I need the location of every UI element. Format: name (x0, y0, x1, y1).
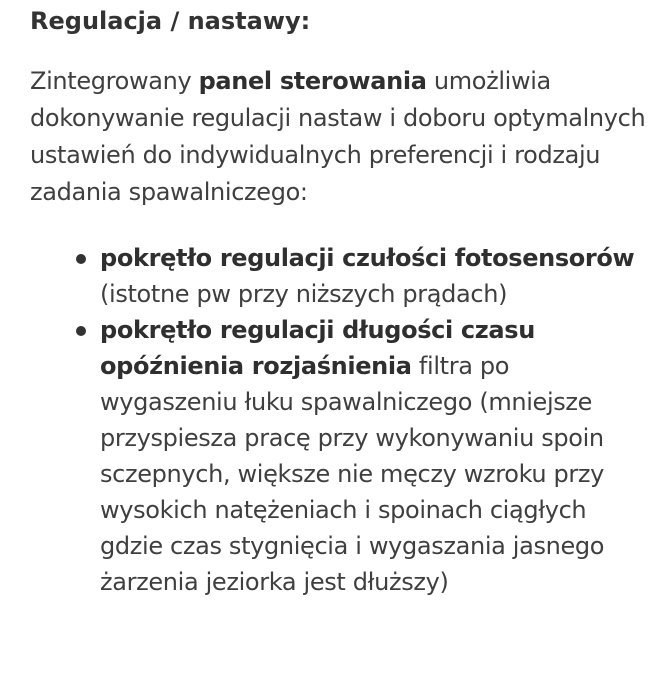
bullet-icon (76, 326, 86, 336)
list-item (0, 240, 670, 312)
bullet-icon (76, 254, 86, 264)
intro-paragraph (30, 63, 650, 211)
intro-bold-term: panel sterowania (198, 67, 427, 95)
feature-list (0, 240, 670, 600)
list-item-text: filtra po wygaszeniu łuku spawalniczego (mniejsze przyspiesza pracę przy wykonywaniu spoin sczepnych, większe nie męczy wzroku przy wysokich natężeniach i spoinach ciągłych gdzie czas stygnięcia i wygaszania jasnego żarzenia jeziorka jest dłuższy) (100, 352, 605, 596)
intro-text-after: umożliwia dokonywanie regulacji nastaw i doboru optymalnych ustawień do indywidualnych preferencji i rodzaju zadania spawalniczego: (30, 67, 646, 206)
list-item (0, 312, 670, 600)
intro-text-before: Zintegrowany (30, 67, 199, 95)
section-heading: Regulacja / nastawy: (30, 7, 311, 35)
list-item-bold: pokrętło regulacji długości czasu opóźnienia rozjaśnienia (100, 316, 535, 380)
list-item-text: (istotne pw przy niższych prądach) (100, 280, 508, 308)
list-item-bold: pokrętło regulacji czułości fotosensorów (100, 244, 635, 272)
